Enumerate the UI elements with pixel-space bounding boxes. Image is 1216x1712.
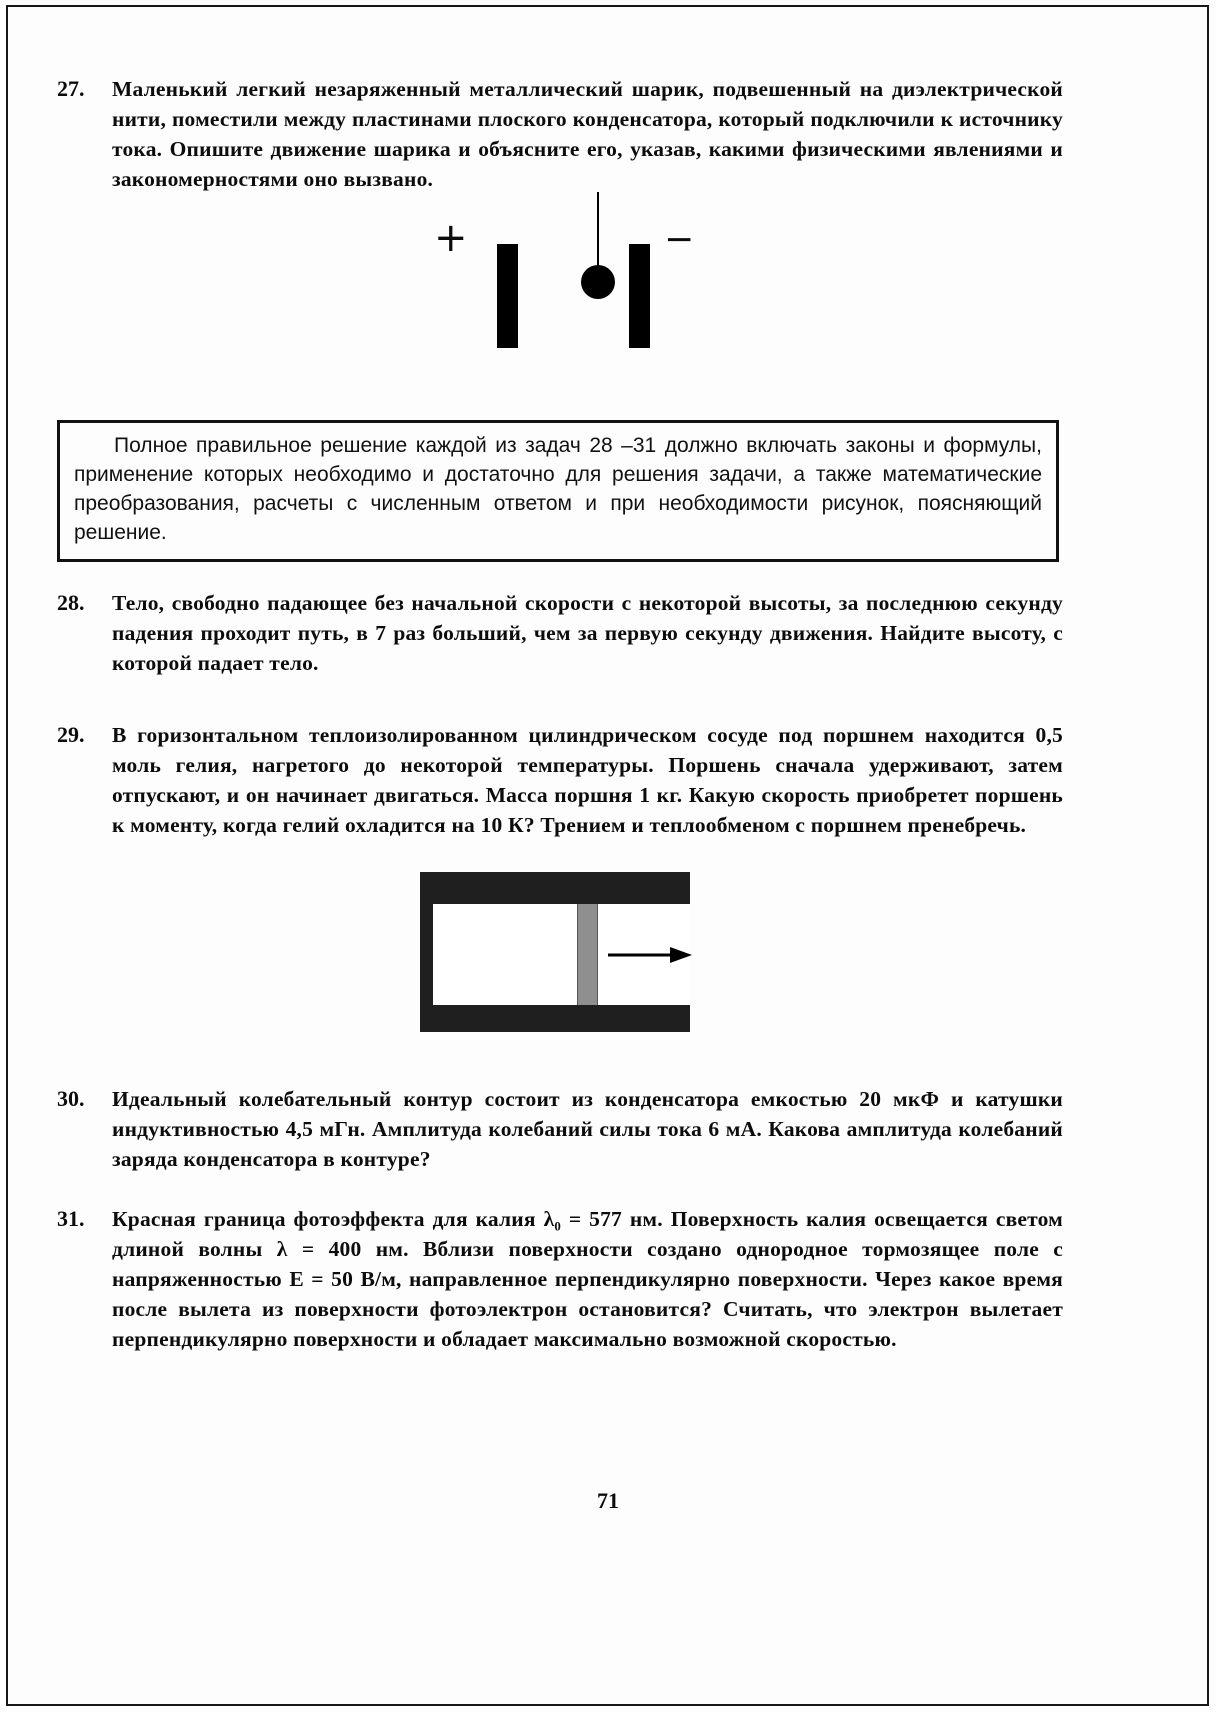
- piston: [577, 904, 598, 1005]
- capacitor-right-plate: [629, 244, 650, 348]
- problem-number: 30.: [57, 1086, 85, 1111]
- problem-31: [57, 1204, 1063, 1354]
- minus-sign: −: [664, 219, 695, 260]
- metal-ball: [581, 265, 615, 299]
- problem-text: Тело, свободно падающее без начальной скорости с некоторой высоты, за последнюю секунду падения проходит путь, в 7 раз больший, чем за первую секунду движения. Найдите высоту, с которой падает тело.: [112, 591, 1063, 675]
- cylinder-top-wall: [420, 872, 690, 904]
- cylinder-piston-figure: [420, 872, 690, 1032]
- velocity-arrow-icon: [608, 944, 692, 966]
- problem-text: Идеальный колебательный контур состоит из конденсатора емкостью 20 мкФ и катушки индуктивностью 4,5 мГн. Амплитуда колебаний силы тока 6 мА. Какова амплитуда колебаний заряда конденсатора в контуре?: [112, 1087, 1063, 1171]
- page-number: 71: [597, 1488, 619, 1513]
- problem-number: 29.: [57, 722, 85, 747]
- instructions-box: [57, 420, 1059, 562]
- cylinder-left-wall: [420, 904, 433, 1005]
- problem-text: Красная граница фотоэффекта для калия λ₀ = 577 нм. Поверхность калия освещается светом длиной волны λ = 400 нм. Вблизи поверхности создано однородное тормозящее поле с напряженностью E = 50 В/м, направленное перпендикулярно поверхности. Через какое время после вылета из поверхности фотоэлектрон остановится? Считать, что электрон вылетает перпендикулярно поверхности и обладает максимально возможной скоростью.: [112, 1207, 1063, 1351]
- problem-text: В горизонтальном теплоизолированном цилиндрическом сосуде под поршнем находится 0,5 моль гелия, нагретого до некоторой температуры. Поршень сначала удерживают, затем отпускают, и он начинает двигаться. Масса поршня 1 кг. Какую скорость приобретет поршень к моменту, когда гелий охладится на 10 К? Трением и теплообменом с поршнем пренебречь.: [112, 723, 1063, 837]
- capacitor-figure: [420, 188, 700, 363]
- problem-text: Маленький легкий незаряженный металлический шарик, подвешенный на диэлектрической нити, поместили между пластинами плоского конденсатора, который подключили к источнику тока. Опишите движение шарика и объясните его, указав, какими физическими явлениями и закономерностями оно вызвано.: [112, 77, 1063, 191]
- plus-sign: +: [434, 215, 468, 261]
- capacitor-left-plate: [497, 244, 518, 348]
- thread-line: [597, 192, 599, 270]
- problem-number: 31.: [57, 1206, 85, 1231]
- problem-28: [57, 588, 1063, 678]
- problem-29: [57, 720, 1063, 840]
- cylinder-bottom-wall: [420, 1005, 690, 1032]
- problem-30: [57, 1084, 1063, 1174]
- problem-number: 28.: [57, 590, 85, 615]
- problem-27: [57, 74, 1063, 194]
- instructions-text: Полное правильное решение каждой из задач 28 –31 должно включать законы и формулы, применение которых необходимо и достаточно для решения задачи, а также математические преобразования, расчеты с численным ответом и при необходимости рисунок, поясняющий решение.: [74, 434, 1042, 544]
- problem-number: 27.: [57, 76, 85, 101]
